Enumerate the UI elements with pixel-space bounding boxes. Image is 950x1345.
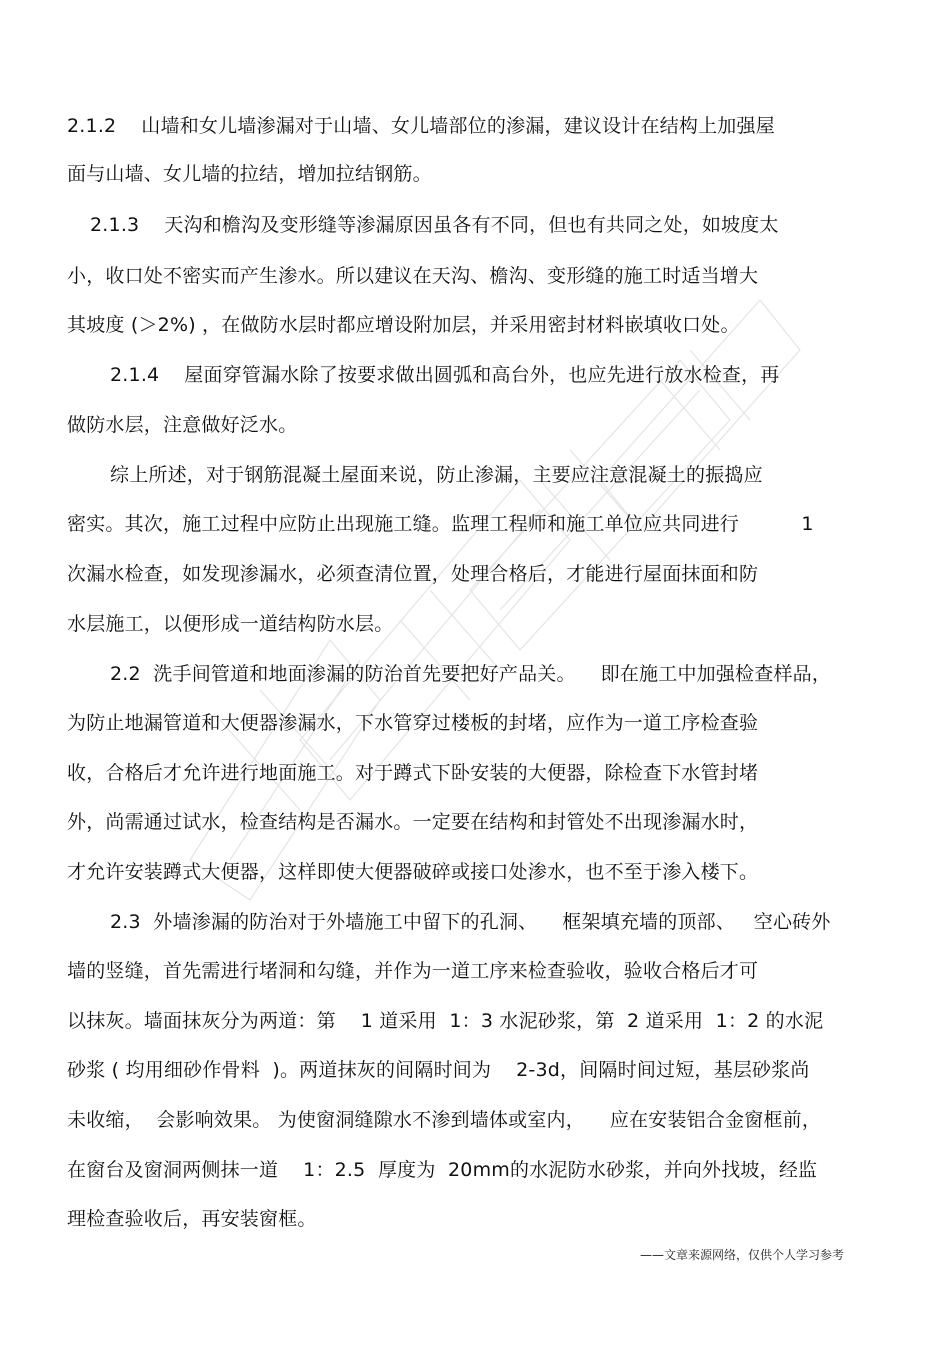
text-line: 收，合格后才允许进行地面施工。对于蹲式下卧安装的大便器，除检查下水管封堵 bbox=[67, 762, 759, 784]
text-line: 水层施工，以便形成一道结构防水层。 bbox=[67, 613, 394, 635]
text-line: 2.1.2 山墙和女儿墙渗漏对于山墙、女儿墙部位的渗漏，建议设计在结构上加强屋 bbox=[67, 115, 775, 137]
text-line: 外，尚需通过试水，检查结构是否漏水。一定要在结构和封管处不出现渗漏水时， bbox=[67, 811, 759, 833]
text-line: 才允许安装蹲式大便器，这样即使大便器破碎或接口处渗水，也不至于渗入楼下。 bbox=[67, 861, 759, 883]
text-line: 2.1.4 屋面穿管漏水除了按要求做出圆弧和高台外，也应先进行放水检查，再 bbox=[110, 364, 780, 386]
text-line: 2.3 外墙渗漏的防治对于外墙施工中留下的孔洞、 框架填充墙的顶部、 空心砖外 bbox=[110, 911, 831, 933]
text-line: 做防水层，注意做好泛水。 bbox=[67, 414, 298, 436]
text-line: 小，收口处不密实而产生渗水。所以建议在天沟、檐沟、变形缝的施工时适当增大 bbox=[67, 265, 759, 287]
text-line: 以抹灰。墙面抹灰分为两道：第 1 道采用 1：3 水泥砂浆，第 2 道采用 1：2 的水泥 bbox=[67, 1010, 824, 1032]
text-line: 理检查验收后，再安装窗框。 bbox=[67, 1208, 317, 1230]
footer-note: ——文章来源网络，仅供个人学习参考 bbox=[640, 1248, 845, 1262]
text-line: 综上所述，对于钢筋混凝土屋面来说，防止渗漏，主要应注意混凝土的振捣应 bbox=[110, 464, 763, 486]
text-line: 墙的竖缝，首先需进行堵洞和勾缝，并作为一道工序来检查验收，验收合格后才可 bbox=[67, 960, 759, 982]
text-line: 密实。其次，施工过程中应防止出现施工缝。监理工程师和施工单位应共同进行 1 bbox=[67, 513, 814, 535]
text-line: 为防止地漏管道和大便器渗漏水，下水管穿过楼板的封堵，应作为一道工序检查验 bbox=[67, 712, 759, 734]
text-line: 在窗台及窗洞两侧抹一道 1：2.5 厚度为 20mm的水泥防水砂浆，并向外找坡，经监 bbox=[67, 1159, 818, 1181]
text-line: 面与山墙、女儿墙的拉结，增加拉结钢筋。 bbox=[67, 163, 432, 185]
text-line: 未收缩， 会影响效果。 为使窗洞缝隙水不渗到墙体或室内， 应在安装铝合金窗框前， bbox=[67, 1109, 822, 1131]
text-line: 2.1.3 天沟和檐沟及变形缝等渗漏原因虽各有不同，但也有共同之处，如坡度太 bbox=[90, 214, 779, 236]
text-line: 砂浆 ( 均用细砂作骨料 )。两道抹灰的间隔时间为 2-3d，间隔时间过短，基层砂浆尚 bbox=[67, 1059, 810, 1081]
text-line: 2.2 洗手间管道和地面渗漏的防治首先要把好产品关。 即在施工中加强检查样品， bbox=[110, 663, 832, 685]
text-line: 其坡度 (＞2%) ，在做防水层时都应增设附加层，并采用密封材料嵌填收口处。 bbox=[67, 314, 740, 336]
text-line: 次漏水检查，如发现渗漏水，必须查清位置，处理合格后，才能进行屋面抹面和防 bbox=[67, 563, 759, 585]
